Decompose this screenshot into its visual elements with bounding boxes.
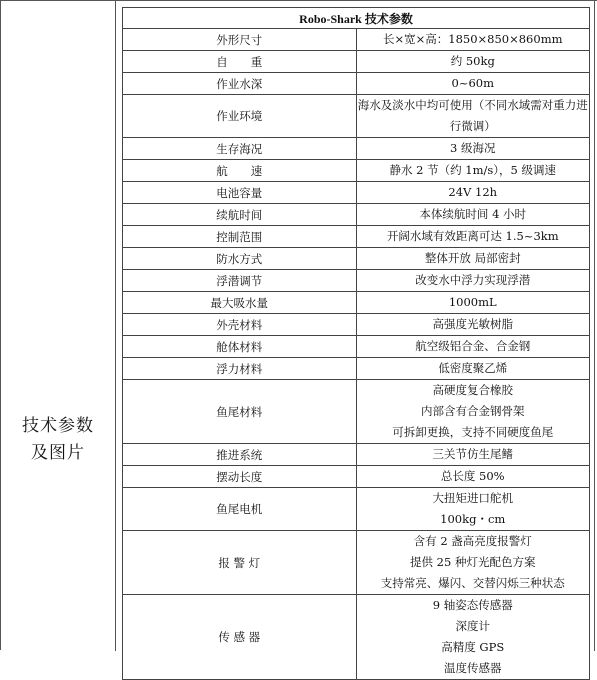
- spec-key: 浮潜调节: [123, 270, 357, 292]
- spec-value: [356, 444, 590, 466]
- spec-value: [356, 314, 590, 336]
- spec-key: 最大吸水量: [123, 292, 357, 314]
- spec-key: 舱体材料: [123, 336, 357, 358]
- spec-key: 外形尺寸: [123, 29, 357, 51]
- spec-key: 摆动长度: [123, 466, 357, 488]
- table-row: [123, 531, 590, 595]
- spec-value: [356, 248, 590, 270]
- spec-value: [356, 595, 590, 680]
- spec-value-line: 静水 2 节（约 1m/s），5 级调速: [389, 163, 556, 177]
- spec-value-line: 0~60m: [451, 76, 494, 90]
- side-label: [1, 413, 115, 467]
- left-label-column: [1, 1, 116, 651]
- spec-value-line: 改变水中浮力实现浮潜: [415, 273, 531, 287]
- table-row: [123, 336, 590, 358]
- spec-key: 自 重: [123, 51, 357, 73]
- spec-value-line: 约 50kg: [450, 54, 495, 68]
- spec-key: 鱼尾材料: [123, 380, 357, 444]
- spec-value: [356, 160, 590, 182]
- table-row: [123, 466, 590, 488]
- spec-key: 传 感 器: [123, 595, 357, 680]
- spec-value-line: 高强度光敏树脂: [432, 317, 513, 331]
- spec-value-line: 低密度聚乙烯: [438, 361, 508, 375]
- table-row: [123, 248, 590, 270]
- spec-value-line: 含有 2 盏高亮度报警灯: [413, 534, 532, 548]
- right-border: [594, 1, 595, 651]
- table-row: [123, 138, 590, 160]
- spec-value-line: 深度计: [455, 619, 490, 633]
- spec-value: [356, 29, 590, 51]
- spec-value: [356, 73, 590, 95]
- spec-value-line: 开阔水域有效距离可达 1.5~3km: [386, 229, 559, 243]
- spec-key: 续航时间: [123, 204, 357, 226]
- spec-value-line: 整体开放 局部密封: [424, 251, 521, 265]
- spec-key: 生存海况: [123, 138, 357, 160]
- spec-value-line: 可拆卸更换，支持不同硬度鱼尾: [392, 425, 554, 439]
- table-row: [123, 358, 590, 380]
- spec-value-line: 支持常亮、爆闪、交替闪烁三种状态: [380, 576, 565, 590]
- spec-value: [356, 380, 590, 444]
- spec-value: [356, 51, 590, 73]
- spec-value: [356, 226, 590, 248]
- spec-value-line: 3 级海况: [450, 141, 496, 155]
- spec-value: [356, 358, 590, 380]
- table-row: [123, 380, 590, 444]
- spec-value-line: 航空级铝合金、合金钢: [415, 339, 531, 353]
- table-row: [123, 160, 590, 182]
- spec-value-line: 温度传感器: [444, 661, 502, 675]
- spec-value: [356, 204, 590, 226]
- spec-value-line: 海水及淡水中均可使用（不同水域需对重力进行微调）: [357, 98, 588, 133]
- table-row: [123, 595, 590, 680]
- spec-key: 作业水深: [123, 73, 357, 95]
- spec-key: 推进系统: [123, 444, 357, 466]
- spec-value: [356, 466, 590, 488]
- table-row: [123, 444, 590, 466]
- spec-key: 外壳材料: [123, 314, 357, 336]
- spec-value-line: 三关节仿生尾鳍: [432, 447, 513, 461]
- table-title: Robo-Shark 技术参数: [123, 8, 590, 29]
- table-row: [123, 204, 590, 226]
- spec-key: 防水方式: [123, 248, 357, 270]
- spec-value: [356, 336, 590, 358]
- spec-key: 浮力材料: [123, 358, 357, 380]
- spec-value: [356, 531, 590, 595]
- spec-value-line: 内部含有合金钢骨架: [421, 404, 525, 418]
- spec-key: 作业环境: [123, 95, 357, 138]
- table-row: [123, 226, 590, 248]
- table-row: [123, 292, 590, 314]
- spec-value-line: 24V 12h: [448, 185, 498, 199]
- spec-value-line: 9 轴姿态传感器: [432, 598, 513, 612]
- spec-value-line: 高精度 GPS: [441, 640, 505, 654]
- spec-value-line: 长×宽×高：1850×850×860mm: [382, 32, 563, 46]
- spec-key: 控制范围: [123, 226, 357, 248]
- spec-key: 报 警 灯: [123, 531, 357, 595]
- table-row: [123, 182, 590, 204]
- spec-value-line: 1000mL: [448, 295, 497, 309]
- spec-value-line: 100kg・cm: [440, 512, 506, 526]
- spec-value-line: 本体续航时间 4 小时: [419, 207, 527, 221]
- spec-value: [356, 270, 590, 292]
- table-row: [123, 314, 590, 336]
- spec-value-line: 大扭矩进口舵机: [432, 491, 513, 505]
- table-title-row: [123, 8, 590, 29]
- table-row: [123, 95, 590, 138]
- spec-value: [356, 488, 590, 531]
- spec-value-line: 提供 25 种灯光配色方案: [410, 555, 536, 569]
- table-row: [123, 270, 590, 292]
- table-row: [123, 73, 590, 95]
- spec-value-line: 总长度 50%: [440, 469, 505, 483]
- spec-table: [122, 7, 590, 680]
- table-row: [123, 488, 590, 531]
- spec-value: [356, 138, 590, 160]
- spec-value-line: 高硬度复合橡胶: [432, 383, 513, 397]
- spec-value: [356, 182, 590, 204]
- table-row: [123, 51, 590, 73]
- spec-key: 鱼尾电机: [123, 488, 357, 531]
- side-label-line-2: 及图片: [31, 443, 85, 463]
- side-label-line-1: 技术参数: [22, 416, 94, 436]
- spec-value: [356, 292, 590, 314]
- table-row: [123, 29, 590, 51]
- spec-key: 电池容量: [123, 182, 357, 204]
- spec-value: [356, 95, 590, 138]
- spec-key: 航 速: [123, 160, 357, 182]
